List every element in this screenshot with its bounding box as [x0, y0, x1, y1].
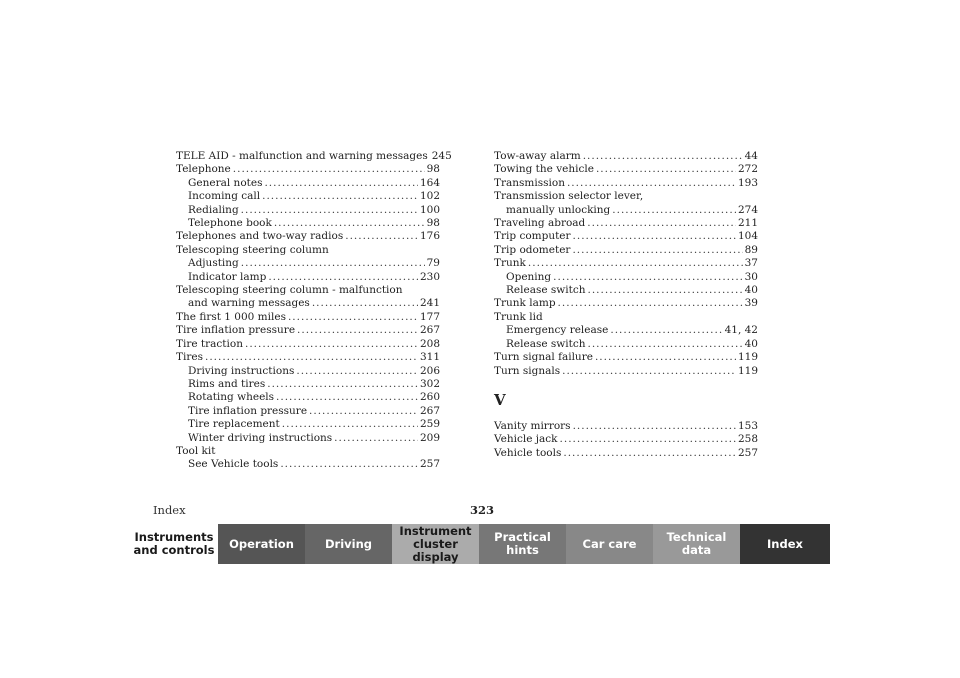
index-entry-label: Telescoping steering column	[176, 243, 329, 256]
leader-dots	[274, 217, 425, 230]
index-entry-row	[494, 447, 758, 460]
index-entry-label: Tool kit	[176, 444, 216, 457]
nav-tab-technical-data[interactable]: Technical data	[653, 524, 740, 564]
index-entry	[494, 257, 758, 270]
index-entry-page[interactable]: 98	[426, 163, 440, 176]
leader-dots	[276, 391, 418, 404]
index-entry-row	[176, 324, 440, 337]
index-entry-label: Traveling abroad	[494, 217, 586, 230]
index-entry	[176, 257, 440, 270]
index-entry	[494, 230, 758, 243]
leader-dots	[588, 338, 743, 351]
index-entry-page[interactable]: 267	[419, 324, 440, 337]
index-entry	[494, 433, 758, 446]
index-entry-page[interactable]: 208	[419, 337, 440, 350]
index-entry-page[interactable]: 241	[419, 297, 440, 310]
index-entry-row	[188, 391, 440, 404]
index-entry	[176, 163, 440, 176]
index-entry	[176, 391, 440, 404]
leader-dots	[334, 432, 418, 445]
index-entry-page[interactable]: 98	[426, 217, 440, 230]
index-entry-label: Turn signals	[494, 364, 561, 377]
index-entry-page[interactable]: 209	[419, 431, 440, 444]
index-entry-label: Turn signal failure	[494, 351, 593, 364]
index-entry	[176, 458, 440, 471]
index-entry-page[interactable]: 267	[419, 404, 440, 417]
index-entry	[176, 365, 440, 378]
leader-dots	[288, 311, 418, 324]
index-entry-page[interactable]: 193	[737, 176, 758, 189]
nav-tab-driving[interactable]: Driving	[305, 524, 392, 564]
index-entry-row	[494, 217, 758, 230]
leader-dots	[309, 405, 418, 418]
index-entry	[176, 177, 440, 190]
index-entry-row	[188, 378, 440, 391]
index-entry	[176, 244, 440, 257]
index-entry	[494, 420, 758, 433]
index-entry-label: Trunk	[494, 257, 526, 270]
index-entry-heading: Transmission selector lever,	[494, 190, 644, 203]
index-entry-page[interactable]: 89	[744, 243, 758, 256]
index-entry-row	[494, 204, 758, 217]
index-entry-page[interactable]: 258	[737, 433, 758, 446]
index-entry-row	[494, 433, 758, 446]
index-entry-row	[176, 230, 440, 243]
leader-dots	[612, 204, 736, 217]
index-entry	[176, 324, 440, 337]
index-entry-label: TELE AID - malfunction and warning messages	[176, 150, 428, 162]
index-entry-label: Transmission	[494, 176, 565, 189]
nav-tab-instrument-cluster-display[interactable]: Instrument cluster display	[392, 524, 479, 564]
leader-dots	[567, 177, 736, 190]
index-entry-label: Emergency release	[506, 324, 609, 337]
index-entry	[494, 447, 758, 460]
index-entry-label: Towing the vehicle	[494, 163, 594, 176]
index-entry-page[interactable]: 206	[419, 364, 440, 377]
leader-dots	[560, 433, 736, 446]
index-entry-row	[494, 420, 758, 433]
nav-tab-car-care[interactable]: Car care	[566, 524, 653, 564]
index-entry-page[interactable]: 257	[737, 446, 758, 459]
index-entry-row	[188, 432, 440, 445]
leader-dots	[233, 163, 425, 176]
leader-dots	[262, 190, 418, 203]
index-entry-page[interactable]: 30	[744, 270, 758, 283]
leader-dots	[573, 230, 736, 243]
index-entry-page[interactable]: 79	[426, 257, 440, 270]
index-entry-label: Vehicle tools	[494, 446, 562, 459]
index-entry-row	[176, 351, 440, 364]
index-entry-label: Redialing	[188, 203, 239, 216]
index-entry-page[interactable]: 37	[744, 257, 758, 270]
footer-page-number: 323	[470, 503, 495, 517]
index-entry-label: Winter driving instructions	[188, 431, 333, 444]
leader-dots	[241, 257, 425, 270]
index-entry-row	[188, 190, 440, 203]
chapter-nav-bar	[130, 524, 830, 564]
index-entry-page[interactable]: 230	[419, 270, 440, 283]
index-entry-label: Incoming call	[188, 190, 261, 203]
leader-dots	[595, 351, 736, 364]
index-entry-label: Rotating wheels	[188, 391, 275, 404]
index-entry	[176, 190, 440, 203]
index-entry-page[interactable]: 257	[419, 458, 440, 471]
index-entry-label: Tire inflation pressure	[176, 324, 296, 337]
index-entry-label: Tow-away alarm	[494, 150, 581, 162]
index-column-right	[494, 150, 758, 460]
index-entry-label: Trunk lamp	[494, 297, 556, 310]
index-entry-label: Tire traction	[176, 337, 243, 350]
index-entry	[494, 163, 758, 176]
index-entry-row	[494, 297, 758, 310]
index-entry-label: Tire inflation pressure	[188, 404, 308, 417]
index-entry-label: Driving instructions	[188, 364, 295, 377]
leader-dots	[562, 365, 736, 378]
index-entry	[176, 338, 440, 351]
index-entry-label: Trunk lid	[494, 310, 543, 323]
leader-dots	[267, 378, 418, 391]
index-entry-row	[188, 257, 440, 270]
index-entry-row	[506, 338, 758, 351]
index-entry-row	[506, 324, 758, 337]
index-entry-page[interactable]: 259	[419, 418, 440, 431]
index-entry-page[interactable]: 176	[419, 230, 440, 243]
index-entry	[176, 271, 440, 284]
index-entry-page[interactable]: 153	[737, 419, 758, 432]
index-entry	[494, 217, 758, 230]
index-entry-row	[494, 150, 758, 163]
index-entry-label: Opening	[506, 270, 552, 283]
index-entry-row	[494, 311, 758, 324]
index-entry-page[interactable]: 260	[419, 391, 440, 404]
index-entry	[494, 297, 758, 310]
index-entry	[494, 338, 758, 351]
index-entry	[176, 150, 452, 163]
index-entry-label: Indicator lamp	[188, 270, 267, 283]
leader-dots	[596, 163, 736, 176]
footer-section-label: Index	[153, 503, 186, 517]
index-entry-page[interactable]: 119	[737, 364, 758, 377]
index-entry-page[interactable]: 40	[744, 337, 758, 350]
index-entry	[494, 150, 758, 163]
index-entry-row	[188, 458, 440, 471]
index-entry-label: Vehicle jack	[494, 433, 558, 446]
leader-dots	[264, 177, 417, 190]
index-entry	[494, 311, 758, 324]
index-column-left	[176, 150, 452, 472]
index-entry-row	[176, 297, 440, 310]
index-entry-label: Telephone book	[188, 217, 272, 230]
leader-dots	[297, 324, 418, 337]
nav-tab-operation[interactable]: Operation	[218, 524, 305, 564]
index-entry	[176, 405, 440, 418]
index-entry	[176, 432, 440, 445]
leader-dots	[563, 447, 736, 460]
leader-dots	[610, 324, 722, 337]
index-entry-page[interactable]: 177	[419, 310, 440, 323]
index-entry-page[interactable]: 211	[737, 217, 758, 230]
leader-dots	[553, 271, 742, 284]
leader-dots	[280, 458, 418, 471]
index-entry-page[interactable]: 119	[737, 351, 758, 364]
index-entry-label: See Vehicle tools	[188, 458, 279, 471]
index-entry-page[interactable]: 245	[431, 150, 452, 162]
leader-dots	[558, 297, 743, 310]
nav-tab-index[interactable]: Index	[740, 524, 830, 564]
index-entry	[176, 418, 440, 431]
index-entry-row	[176, 163, 440, 176]
index-entry	[176, 445, 440, 458]
leader-dots	[588, 284, 743, 297]
leader-dots	[268, 271, 418, 284]
leader-dots	[312, 297, 418, 310]
index-entry-label: Trip odometer	[494, 243, 571, 256]
index-entry-page[interactable]: 274	[737, 203, 758, 216]
index-entry-row	[188, 271, 440, 284]
index-entry	[176, 204, 440, 217]
index-entry-heading: Telescoping steering column - malfunction	[176, 284, 403, 297]
index-entry-page[interactable]: 311	[419, 351, 440, 364]
index-entry-row	[494, 351, 758, 364]
index-entry-row	[176, 338, 440, 351]
index-entry-page[interactable]: 40	[744, 284, 758, 297]
index-entry-row	[176, 150, 452, 163]
index-entry	[176, 378, 440, 391]
index-entry	[494, 190, 758, 217]
leader-dots	[573, 420, 736, 433]
index-entry-row	[494, 177, 758, 190]
leader-dots	[245, 338, 418, 351]
index-entry-label: Release switch	[506, 337, 586, 350]
index-entry-label: Trip computer	[494, 230, 571, 243]
index-entry-page[interactable]: 39	[744, 297, 758, 310]
index-entry	[494, 177, 758, 190]
index-entry-row	[494, 163, 758, 176]
index-entry	[176, 284, 440, 311]
index-entry-label: manually unlocking	[506, 203, 611, 216]
index-entry-row	[188, 217, 440, 230]
index-entry	[494, 284, 758, 297]
index-entry-page[interactable]: 41, 42	[724, 324, 758, 337]
index-entry-row	[176, 445, 440, 458]
index-entry-page[interactable]: 44	[744, 150, 758, 162]
index-entry-row	[494, 230, 758, 243]
index-entry-row	[188, 405, 440, 418]
index-entry-row	[176, 311, 440, 324]
index-entry-label: Adjusting	[188, 257, 239, 270]
index-entry	[494, 351, 758, 364]
index-entry	[176, 311, 440, 324]
index-entry-page[interactable]: 102	[419, 190, 440, 203]
index-entry-row	[506, 284, 758, 297]
index-entry-label: Vanity mirrors	[494, 419, 571, 432]
leader-dots	[528, 257, 743, 270]
index-entry-row	[494, 365, 758, 378]
index-entry-page[interactable]: 272	[737, 163, 758, 176]
index-entry	[176, 217, 440, 230]
index-entry-label: and warning messages	[188, 297, 310, 310]
index-entry-row	[188, 204, 440, 217]
index-entry-label: Tires	[176, 351, 203, 364]
index-entry-label: Rims and tires	[188, 377, 266, 390]
index-entry-label: General notes	[188, 176, 263, 189]
leader-dots	[583, 150, 743, 163]
leader-dots	[587, 217, 736, 230]
leader-dots	[282, 418, 418, 431]
index-entry	[494, 365, 758, 378]
index-entry-row	[494, 244, 758, 257]
leader-dots	[296, 365, 418, 378]
index-entry-row	[188, 365, 440, 378]
index-entry-row	[188, 177, 440, 190]
index-entry-label: Tire replacement	[188, 418, 280, 431]
index-entry-label: Telephone	[176, 163, 231, 176]
nav-tab-instruments-and-controls[interactable]: Instruments and controls	[130, 524, 218, 564]
index-entry-page[interactable]: 164	[419, 176, 440, 189]
index-entry	[176, 230, 440, 243]
index-entry-page[interactable]: 302	[419, 377, 440, 390]
index-entry-row	[506, 271, 758, 284]
leader-dots	[241, 204, 418, 217]
index-entry	[494, 271, 758, 284]
index-entry-page[interactable]: 104	[737, 230, 758, 243]
index-entry	[494, 324, 758, 337]
leader-dots	[572, 244, 742, 257]
index-entry	[494, 244, 758, 257]
index-entry-label: Release switch	[506, 284, 586, 297]
index-entry-row	[494, 257, 758, 270]
index-entry-label: The first 1 000 miles	[176, 310, 286, 323]
index-entry	[176, 351, 440, 364]
index-entry-page[interactable]: 100	[419, 203, 440, 216]
leader-dots	[205, 351, 418, 364]
leader-dots	[345, 230, 418, 243]
index-entry-label: Telephones and two-way radios	[176, 230, 344, 243]
index-entry-row	[176, 244, 440, 257]
section-letter: V	[494, 390, 506, 409]
nav-tab-practical-hints[interactable]: Practical hints	[479, 524, 566, 564]
index-entry-row	[188, 418, 440, 431]
